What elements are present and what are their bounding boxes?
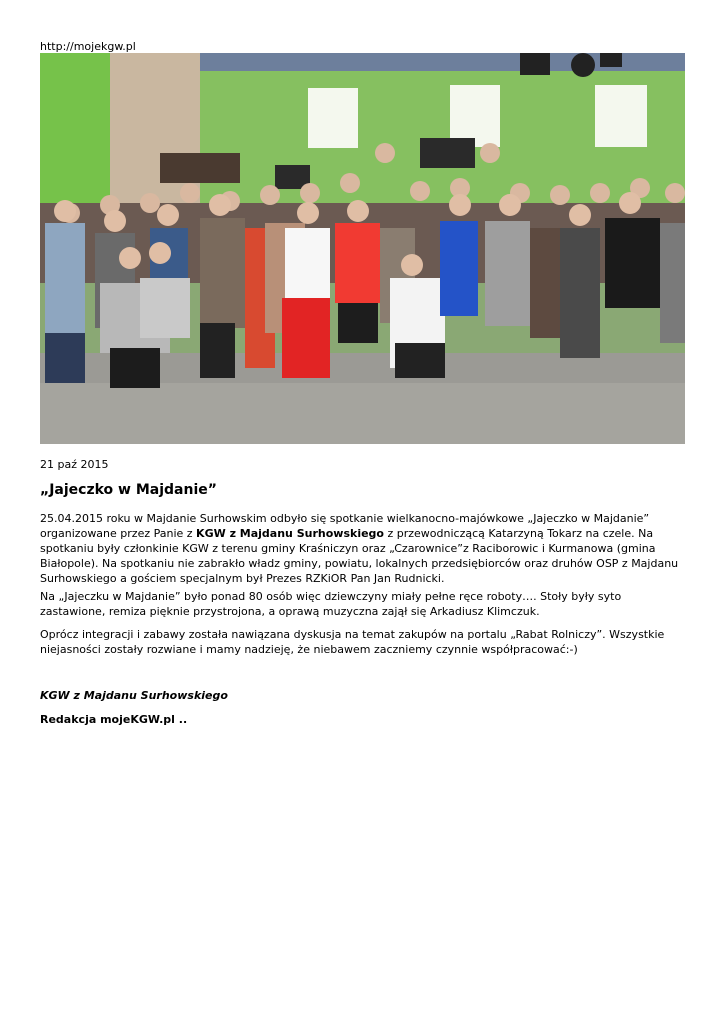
group-photo-illustration <box>40 53 685 444</box>
article-paragraph-3: Oprócz integracji i zabawy została nawiązana dyskusja na temat zakupów na portalu „Rabat Rolniczy”. Wszystkie niejasności zostały rozwiane i mamy nadzieję, że niebawem zaczniemy czynnie współpracować:-) <box>40 628 665 656</box>
article-signature: KGW z Majdanu Surhowskiego <box>40 689 228 702</box>
article-paragraph-2: Na „Jajeczku w Majdanie” było ponad 80 osób więc dziewczyny miały pełne ręce roboty…. Stoły były syto zastawione, remiza pięknie przystrojona, a oprawą muzyczna zajął się Arkadiusz Klimczuk. <box>40 590 622 618</box>
article-date: 21 paź 2015 <box>40 458 109 471</box>
article-title: „Jajeczko w Majdanie” <box>40 482 217 498</box>
kgw-name-bold: KGW z Majdanu Surhowskiego <box>196 527 384 540</box>
page-url: http://mojekgw.pl <box>40 40 136 53</box>
group-photo <box>40 53 685 444</box>
editorial-credit: Redakcja mojeKGW.pl .. <box>40 713 188 726</box>
article-paragraph-1: 25.04.2015 roku w Majdanie Surhowskim odbyło się spotkanie wielkanocno-majówkowe „Jajeczko w Majdanie” organizowane przez Panie z KGW z Majdanu Surhowskiego z przewodniczącą Katarzyną Tokarz na czele. Na spotkaniu były członkinie KGW z terenu gminy Kraśniczyn oraz „Czarownice”z Raciborowic i Kurmanowa (gmina Białopole). Na spotkaniu nie zabrakło władz gminy, powiatu, lokalnych przedsiębiorców oraz druhów OSP z Majdanu Surhowskiego a gościem specjalnym był Prezes RZKiOR Pan Jan Rudnicki. <box>40 512 679 585</box>
